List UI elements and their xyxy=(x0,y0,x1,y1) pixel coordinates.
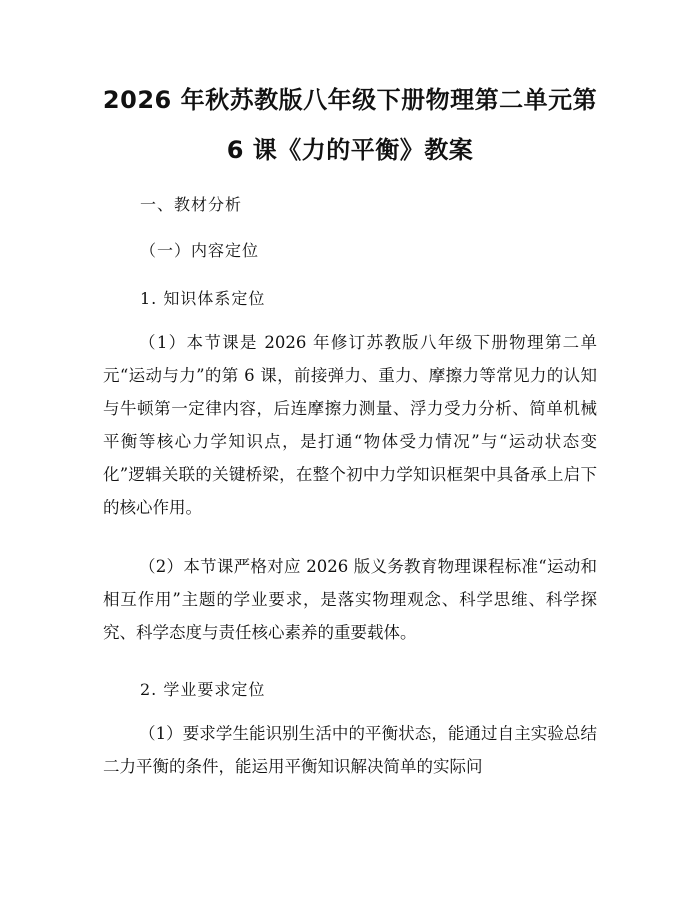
document-title-line-2: 6 课《力的平衡》教案 xyxy=(226,136,474,164)
paragraph-2: （2）本节课严格对应 2026 版义务教育物理课程标准“运动和相互作用”主题的学业要求，是落实物理观念、科学思维、科学探究、科学态度与责任核心素养的重要载体。 xyxy=(103,557,597,642)
item-heading-academic-requirements: 2. 学业要求定位 xyxy=(140,680,266,699)
paragraph-3: （1）要求学生能识别生活中的平衡状态，能通过自主实验总结二力平衡的条件，能运用平衡知识解决简单的实际问 xyxy=(103,724,597,776)
section-heading-textbook-analysis: 一、教材分析 xyxy=(140,195,243,214)
paragraph-1: （1）本节课是 2026 年修订苏教版八年级下册物理第二单元“运动与力”的第 6 课，前接弹力、重力、摩擦力等常见力的认知与牛顿第一定律内容，后连摩擦力测量、浮力受力分析、简单机械平衡等核心力学知识点，是打通“物体受力情况”与“运动状态变化”逻辑关联的关键桥梁，在整个初中力学知识框架中具备承上启下的核心作用。 xyxy=(103,333,597,517)
item-heading-knowledge-system: 1. 知识体系定位 xyxy=(140,289,266,308)
document-title-line-1: 2026 年秋苏教版八年级下册物理第二单元第 xyxy=(102,86,598,114)
subsection-heading-content-positioning: （一）内容定位 xyxy=(140,241,260,260)
